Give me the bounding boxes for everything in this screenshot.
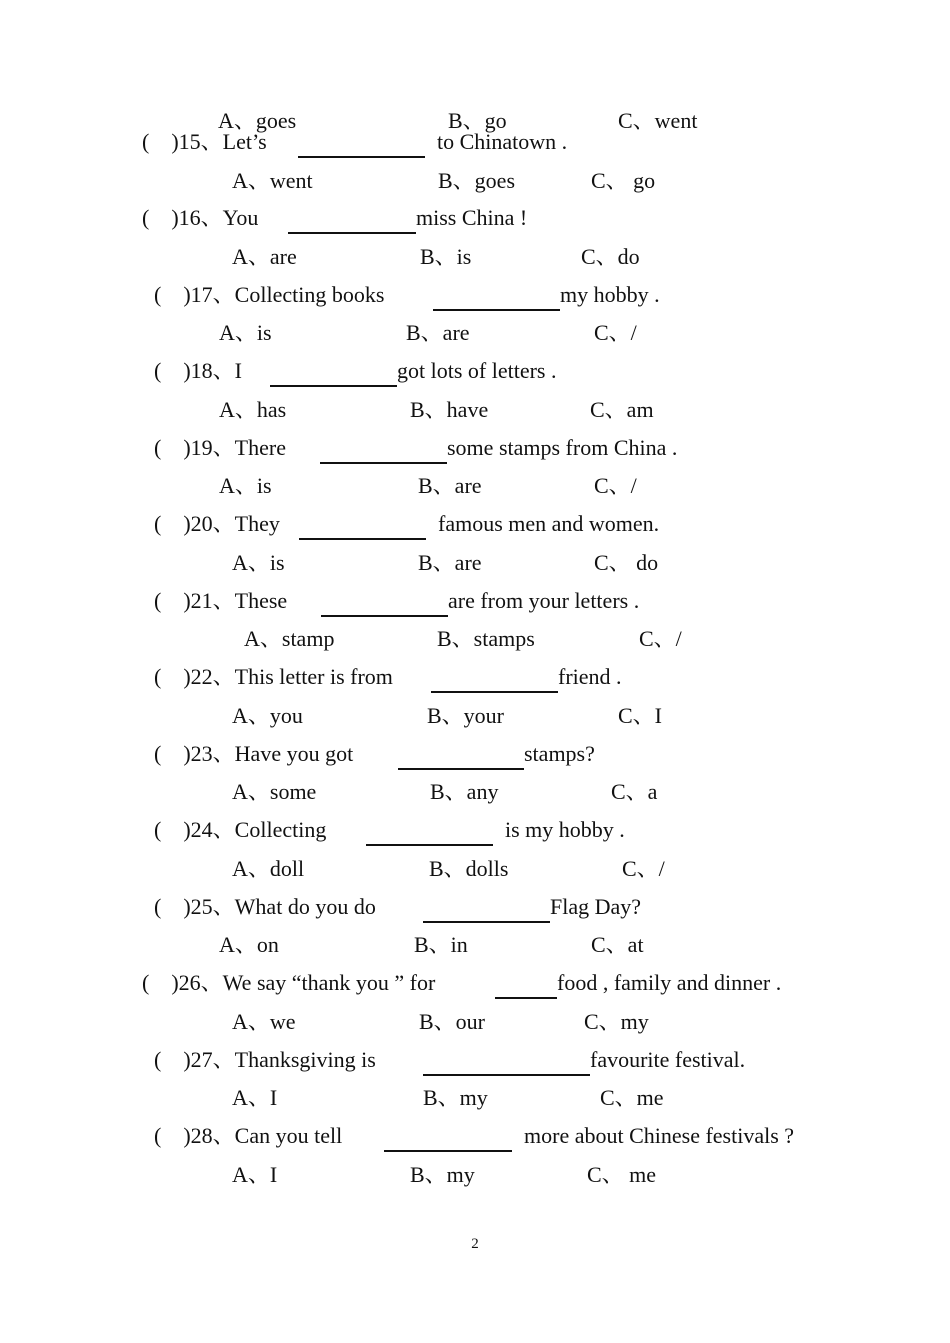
question-number: 21 (190, 588, 213, 613)
question-number: 26 (178, 970, 201, 995)
answer-blank[interactable] (433, 287, 560, 311)
question-text-after: is my hobby . (505, 817, 625, 842)
option-a: A、some (232, 779, 317, 804)
answer-blank[interactable] (495, 975, 557, 999)
option-a: A、I (232, 1162, 278, 1187)
question (154, 890, 376, 924)
answer-blank[interactable] (321, 593, 448, 617)
answer-blank[interactable] (398, 746, 524, 770)
option-a: A、doll (232, 856, 305, 881)
answer-bracket[interactable]: ( ) (154, 741, 191, 766)
question-separator: 、 (212, 817, 235, 842)
option-a: A、I (232, 1085, 278, 1110)
option-b: B、any (430, 779, 499, 804)
question-separator: 、 (200, 970, 223, 995)
option-b: B、is (420, 244, 472, 269)
question (154, 1043, 376, 1077)
question-text-after: friend . (558, 664, 622, 689)
question-number: 19 (190, 435, 213, 460)
option-c: C、 me (587, 1162, 657, 1187)
option-a: A、we (232, 1009, 296, 1034)
answer-blank[interactable] (298, 134, 425, 158)
question-number: 15 (178, 129, 201, 154)
question-number: 23 (190, 741, 213, 766)
question-separator: 、 (212, 664, 235, 689)
option-a: A、is (219, 320, 272, 345)
question (154, 354, 242, 388)
option-b: B、dolls (429, 856, 509, 881)
option-b: B、are (418, 473, 482, 498)
question (154, 584, 287, 618)
answer-blank[interactable] (288, 210, 416, 234)
question-separator: 、 (212, 435, 235, 460)
question-text-after: my hobby . (560, 282, 660, 307)
option-c: C、me (600, 1085, 664, 1110)
answer-bracket[interactable]: ( ) (154, 1123, 191, 1148)
answer-blank[interactable] (423, 899, 550, 923)
question-text-after: to Chinatown . (437, 129, 568, 154)
answer-bracket[interactable]: ( ) (154, 282, 191, 307)
question-text-before: Collecting books (234, 282, 385, 307)
question-number: 20 (190, 511, 213, 536)
question-text-after: some stamps from China . (447, 435, 678, 460)
answer-blank[interactable] (270, 363, 397, 387)
answer-blank[interactable] (299, 516, 426, 540)
question-text-after: got lots of letters . (397, 358, 557, 383)
answer-bracket[interactable]: ( ) (154, 358, 191, 383)
option-c: C、went (618, 108, 698, 133)
question-separator: 、 (212, 1047, 235, 1072)
question (142, 125, 267, 159)
answer-bracket[interactable]: ( ) (154, 588, 191, 613)
question-separator: 、 (212, 511, 235, 536)
option-b: B、are (418, 550, 482, 575)
option-a: A、are (232, 244, 297, 269)
question-text-after: Flag Day? (550, 894, 642, 919)
option-b: B、our (419, 1009, 486, 1034)
option-c: C、a (611, 779, 658, 804)
question-text-before: Let’s (222, 129, 267, 154)
answer-blank[interactable] (366, 822, 493, 846)
option-c: C、I (618, 703, 663, 728)
question (142, 966, 435, 1000)
question-text-before: There (234, 435, 286, 460)
option-c: C、/ (594, 473, 637, 498)
question-separator: 、 (212, 282, 235, 307)
question-text-before: Have you got (234, 741, 354, 766)
question-text-before: These (234, 588, 288, 613)
question-separator: 、 (212, 894, 235, 919)
option-c: C、do (581, 244, 640, 269)
question-text-after: miss China ! (416, 205, 528, 230)
question (154, 1119, 342, 1153)
answer-bracket[interactable]: ( ) (142, 205, 179, 230)
answer-bracket[interactable]: ( ) (154, 894, 191, 919)
question-number: 28 (190, 1123, 213, 1148)
answer-blank[interactable] (423, 1052, 590, 1076)
option-b: B、goes (438, 168, 516, 193)
question-text-before: Thanksgiving is (234, 1047, 376, 1072)
question-separator: 、 (212, 1123, 235, 1148)
option-c: C、 do (594, 550, 659, 575)
question-text-before: We say “thank you ” for (222, 970, 436, 995)
option-a: A、has (219, 397, 287, 422)
answer-bracket[interactable]: ( ) (154, 1047, 191, 1072)
page-number: 2 (471, 1236, 479, 1252)
question-separator: 、 (212, 588, 235, 613)
question-text-before: Collecting (234, 817, 327, 842)
answer-bracket[interactable]: ( ) (154, 664, 191, 689)
answer-blank[interactable] (320, 440, 447, 464)
option-a: A、you (232, 703, 303, 728)
question-text-before: You (222, 205, 259, 230)
option-b: B、are (406, 320, 470, 345)
question-number: 17 (190, 282, 213, 307)
question (142, 201, 258, 235)
question-text-before: What do you do (234, 894, 376, 919)
question-number: 24 (190, 817, 213, 842)
option-a: A、stamp (244, 626, 335, 651)
option-c: C、am (590, 397, 654, 422)
question-text-before: They (234, 511, 280, 536)
option-b: B、stamps (437, 626, 535, 651)
question (154, 278, 384, 312)
option-c: C、my (584, 1009, 649, 1034)
question-separator: 、 (200, 129, 223, 154)
question-number: 25 (190, 894, 213, 919)
option-a: A、goes (218, 108, 297, 133)
question (154, 660, 393, 694)
option-a: A、is (232, 550, 285, 575)
question (154, 737, 353, 771)
option-b: B、go (448, 108, 507, 133)
answer-blank[interactable] (384, 1128, 512, 1152)
option-a: A、on (219, 932, 279, 957)
option-b: B、have (410, 397, 489, 422)
question-text-after: more about Chinese festivals ? (524, 1123, 795, 1148)
option-b: B、your (427, 703, 505, 728)
option-b: B、my (410, 1162, 475, 1187)
question-number: 18 (190, 358, 213, 383)
option-c: C、/ (639, 626, 682, 651)
option-c: C、/ (594, 320, 637, 345)
question-text-after: are from your letters . (448, 588, 640, 613)
question-number: 27 (190, 1047, 213, 1072)
option-a: A、is (219, 473, 272, 498)
question-text-before: This letter is from (234, 664, 393, 689)
question-separator: 、 (212, 358, 235, 383)
option-c: C、at (591, 932, 644, 957)
question (154, 813, 326, 847)
option-c: C、/ (622, 856, 665, 881)
question-text-after: stamps? (524, 741, 595, 766)
answer-bracket[interactable]: ( ) (142, 129, 179, 154)
answer-bracket[interactable]: ( ) (154, 817, 191, 842)
option-b: B、in (414, 932, 468, 957)
question (154, 507, 280, 541)
option-c: C、 go (591, 168, 656, 193)
question-text-after: famous men and women. (438, 511, 660, 536)
answer-bracket[interactable]: ( ) (142, 970, 179, 995)
answer-bracket[interactable]: ( ) (154, 511, 191, 536)
question-number: 16 (178, 205, 201, 230)
option-b: B、my (423, 1085, 488, 1110)
answer-bracket[interactable]: ( ) (154, 435, 191, 460)
question-separator: 、 (212, 741, 235, 766)
question-text-after: favourite festival. (590, 1047, 746, 1072)
question (154, 431, 286, 465)
option-a: A、went (232, 168, 313, 193)
question-text-before: I (234, 358, 242, 383)
question-text-after: food , family and dinner . (557, 970, 782, 995)
question-separator: 、 (200, 205, 223, 230)
question-number: 22 (190, 664, 213, 689)
question-text-before: Can you tell (234, 1123, 343, 1148)
answer-blank[interactable] (431, 669, 558, 693)
